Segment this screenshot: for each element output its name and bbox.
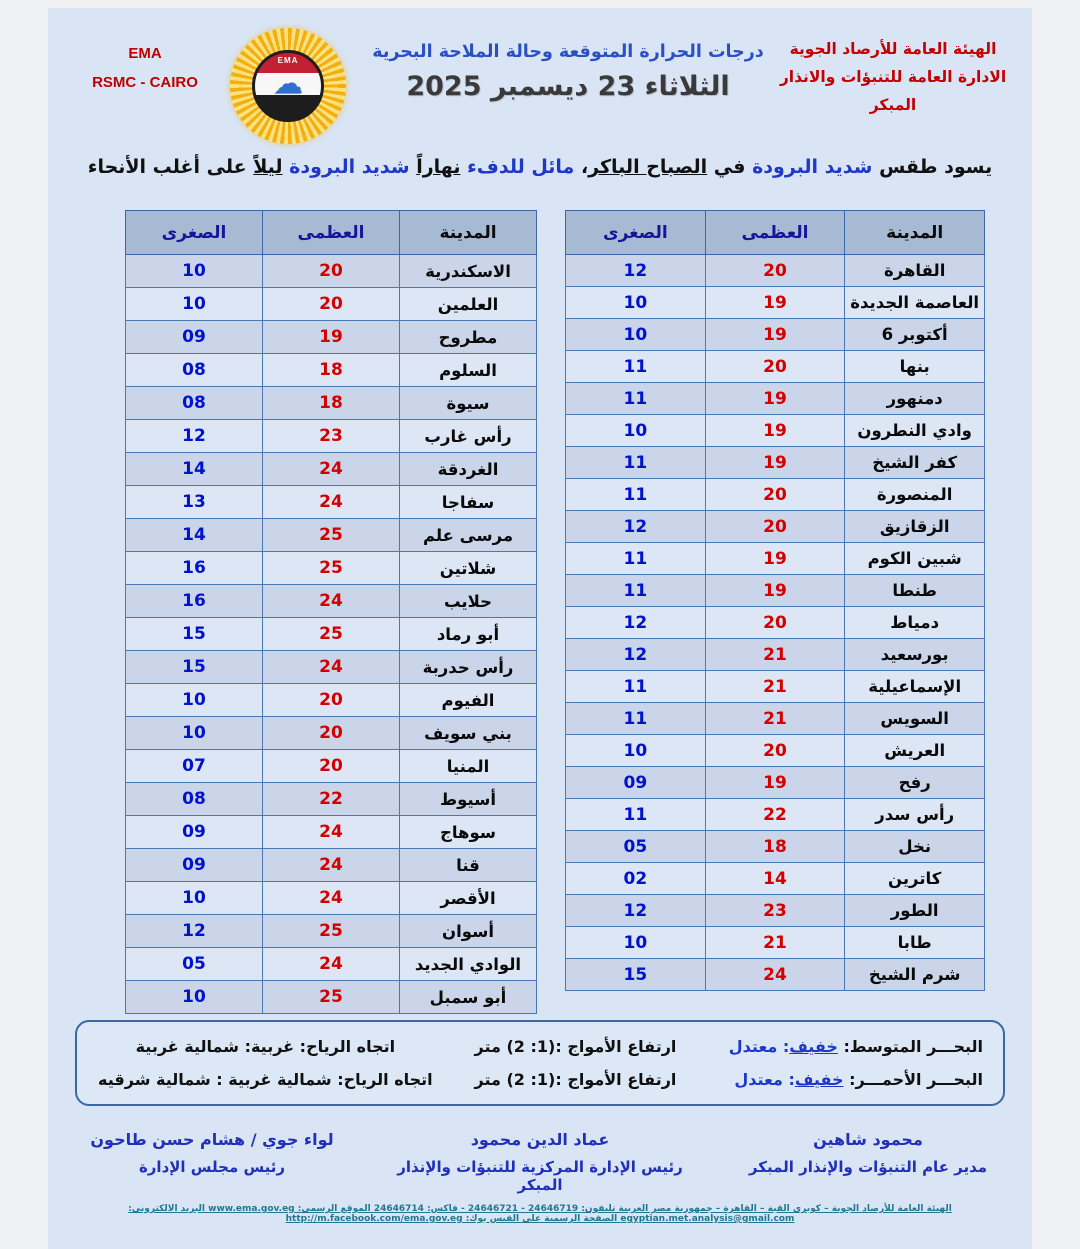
max-temp-cell: 24: [263, 882, 400, 915]
min-temp-cell: 08: [126, 783, 263, 816]
city-cell: رأس غارب: [400, 420, 537, 453]
min-temp-cell: 11: [566, 575, 706, 607]
max-temp-cell: 20: [263, 684, 400, 717]
min-temp-cell: 12: [566, 511, 706, 543]
min-temp-cell: 07: [126, 750, 263, 783]
signature-central-admin-head: عماد الدين محمود رئيس الإدارة المركزية للتنبؤات والإنذار المبكر: [397, 1130, 683, 1194]
subtitle-part: نهاراً: [416, 156, 461, 178]
max-temp-cell: 20: [705, 511, 845, 543]
min-temp-cell: 10: [566, 415, 706, 447]
table-row: [566, 255, 985, 287]
bulletin-document: [48, 8, 1032, 1249]
min-temp-cell: 09: [126, 321, 263, 354]
min-temp-cell: 09: [126, 849, 263, 882]
table-row: [566, 863, 985, 895]
min-temp-cell: 14: [126, 519, 263, 552]
city-cell: طابا: [845, 927, 985, 959]
table-row: [566, 607, 985, 639]
city-cell: أسوان: [400, 915, 537, 948]
max-temp-cell: 20: [263, 288, 400, 321]
table-row: [126, 618, 537, 651]
table-row: [126, 651, 537, 684]
table-row: [126, 519, 537, 552]
max-temp-cell: 19: [705, 287, 845, 319]
table-row: [126, 552, 537, 585]
min-temp-cell: 10: [126, 288, 263, 321]
min-column-header: الصغرى: [566, 211, 706, 255]
max-temp-cell: 19: [705, 767, 845, 799]
city-cell: الزقازيق: [845, 511, 985, 543]
city-cell: طنطا: [845, 575, 985, 607]
city-cell: كفر الشيخ: [845, 447, 985, 479]
min-temp-cell: 12: [126, 915, 263, 948]
city-cell: العلمين: [400, 288, 537, 321]
table-header-row: [566, 211, 985, 255]
facebook-link[interactable]: http://m.facebook.com/ema.gov.eg: [285, 1214, 463, 1224]
table-row: [126, 420, 537, 453]
city-cell: دمياط: [845, 607, 985, 639]
table-row: [126, 717, 537, 750]
table-row: [126, 816, 537, 849]
city-cell: رأس حدربة: [400, 651, 537, 684]
city-cell: بنها: [845, 351, 985, 383]
city-cell: شبين الكوم: [845, 543, 985, 575]
min-temp-cell: 12: [126, 420, 263, 453]
min-temp-cell: 11: [566, 703, 706, 735]
table-row: [566, 703, 985, 735]
min-temp-cell: 15: [126, 651, 263, 684]
footer-address-phone: الهيئة العامة للأرصاد الجوية – كوبرى القبة – القاهرة – جمهورية مصر العربية تليفون: 24646719 - 24646721 - فاكس: 24646714 الموقع الرسمى:: [294, 1204, 952, 1214]
min-temp-cell: 16: [126, 552, 263, 585]
max-temp-cell: 19: [705, 575, 845, 607]
min-temp-cell: 10: [126, 981, 263, 1014]
sea-name: البحـــر الأحمـــر:: [849, 1070, 983, 1089]
table-row: [566, 479, 985, 511]
table-row: [566, 415, 985, 447]
org-name: الهيئة العامة للأرصاد الجوية: [789, 40, 997, 58]
city-cell: المنيا: [400, 750, 537, 783]
max-temp-cell: 20: [705, 351, 845, 383]
min-temp-cell: 10: [566, 927, 706, 959]
max-temp-cell: 24: [263, 585, 400, 618]
city-cell: بني سويف: [400, 717, 537, 750]
table-row: [126, 915, 537, 948]
table-row: [126, 354, 537, 387]
city-cell: دمنهور: [845, 383, 985, 415]
max-temp-cell: 18: [263, 387, 400, 420]
min-temp-cell: 10: [566, 735, 706, 767]
logo-ema-text: EMA: [277, 56, 299, 65]
min-temp-cell: 11: [566, 383, 706, 415]
min-temp-cell: 13: [126, 486, 263, 519]
min-temp-cell: 11: [566, 799, 706, 831]
max-temp-cell: 25: [263, 618, 400, 651]
min-temp-cell: 10: [566, 319, 706, 351]
max-temp-cell: 25: [263, 519, 400, 552]
marine-conditions-box: [75, 1020, 1005, 1106]
min-temp-cell: 12: [566, 639, 706, 671]
city-cell: شلاتين: [400, 552, 537, 585]
min-temp-cell: 10: [126, 882, 263, 915]
max-temp-cell: 19: [705, 543, 845, 575]
table-row: [566, 927, 985, 959]
min-temp-cell: 11: [566, 479, 706, 511]
table-row: [126, 849, 537, 882]
rsmc-cairo-label: RSMC - CAIRO: [92, 73, 198, 91]
table-row: [126, 453, 537, 486]
table-row: [566, 639, 985, 671]
city-column-header: المدينة: [845, 211, 985, 255]
max-temp-cell: 24: [705, 959, 845, 991]
max-temp-cell: 19: [705, 415, 845, 447]
wave-height: ارتفاع الأمواج :(1: 2) متر: [474, 1037, 677, 1056]
max-temp-cell: 19: [263, 321, 400, 354]
signature-director-general: محمود شاهين مدير عام التنبؤات والإنذار المبكر: [748, 1130, 988, 1176]
subtitle-part: يسود طقس: [872, 156, 993, 178]
max-temp-cell: 22: [705, 799, 845, 831]
table-row: [566, 767, 985, 799]
city-cell: أبو سمبل: [400, 981, 537, 1014]
city-column-header: المدينة: [400, 211, 537, 255]
city-cell: الاسكندرية: [400, 255, 537, 288]
max-temp-cell: 25: [263, 981, 400, 1014]
city-cell: الإسماعيلية: [845, 671, 985, 703]
city-cell: الغردقة: [400, 453, 537, 486]
min-temp-cell: 09: [566, 767, 706, 799]
min-temp-cell: 15: [566, 959, 706, 991]
max-temp-cell: 20: [705, 735, 845, 767]
min-temp-cell: 12: [566, 895, 706, 927]
temperature-table-left: [125, 210, 537, 1014]
sea-name-and-state: [717, 1070, 983, 1089]
max-temp-cell: 20: [705, 255, 845, 287]
max-temp-cell: 18: [705, 831, 845, 863]
max-temp-cell: 21: [705, 639, 845, 671]
max-temp-cell: 24: [263, 948, 400, 981]
min-temp-cell: 14: [126, 453, 263, 486]
table-row: [566, 543, 985, 575]
city-cell: مطروح: [400, 321, 537, 354]
max-temp-cell: 23: [263, 420, 400, 453]
table-row: [566, 383, 985, 415]
org-header: [756, 36, 1030, 120]
sea-state: خفيف: معتدل: [728, 1037, 838, 1056]
table-row: [566, 831, 985, 863]
wind-direction: اتجاه الرياح: شمالية غربية : شمالية شرقيه: [98, 1070, 433, 1089]
table-header-row: [126, 211, 537, 255]
city-cell: مرسى علم: [400, 519, 537, 552]
ema-label: EMA: [128, 45, 162, 62]
city-cell: الوادي الجديد: [400, 948, 537, 981]
table-row: [126, 255, 537, 288]
sea-name-and-state: [717, 1037, 983, 1056]
max-temp-cell: 21: [705, 927, 845, 959]
max-temp-cell: 19: [705, 383, 845, 415]
max-temp-cell: 20: [705, 607, 845, 639]
min-temp-cell: 05: [566, 831, 706, 863]
city-cell: أسيوط: [400, 783, 537, 816]
table-row: [566, 287, 985, 319]
min-temp-cell: 11: [566, 351, 706, 383]
mediterranean-row: [97, 1037, 983, 1056]
min-temp-cell: 11: [566, 447, 706, 479]
ema-emblem: [252, 50, 324, 122]
footer-email-label: البريد الالكترونى:: [128, 1204, 209, 1214]
table-row: [566, 735, 985, 767]
cloud-icon: ☁: [273, 66, 303, 102]
table-row: [126, 288, 537, 321]
max-temp-cell: 23: [705, 895, 845, 927]
wind-direction: اتجاه الرياح: غربية: شمالية غربية: [135, 1037, 396, 1056]
signature-board-chairman: لواء جوي / هشام حسن طاحون رئيس مجلس الإدارة: [90, 1130, 334, 1176]
max-temp-cell: 24: [263, 453, 400, 486]
max-temp-cell: 14: [705, 863, 845, 895]
bulletin-date: الثلاثاء 23 ديسمبر 2025: [406, 71, 730, 102]
subtitle-part: في: [707, 156, 753, 178]
max-column-header: العظمى: [705, 211, 845, 255]
table-row: [126, 585, 537, 618]
ema-sun-logo: [230, 28, 346, 144]
signatures: [48, 1130, 1032, 1194]
max-temp-cell: 18: [263, 354, 400, 387]
table-row: [566, 575, 985, 607]
temperature-table-right: [565, 210, 985, 991]
min-temp-cell: 05: [126, 948, 263, 981]
subtitle-part: ،: [574, 156, 589, 178]
table-row: [566, 671, 985, 703]
subtitle-part: على أغلب الأنحاء: [87, 156, 254, 178]
sea-state: خفيف: معتدل: [734, 1070, 844, 1089]
table-row: [126, 981, 537, 1014]
max-temp-cell: 19: [705, 319, 845, 351]
city-cell: سيوة: [400, 387, 537, 420]
min-temp-cell: 09: [126, 816, 263, 849]
min-temp-cell: 12: [566, 607, 706, 639]
max-temp-cell: 20: [263, 717, 400, 750]
max-temp-cell: 21: [705, 671, 845, 703]
city-cell: المنصورة: [845, 479, 985, 511]
table-row: [126, 882, 537, 915]
city-cell: كاترين: [845, 863, 985, 895]
subtitle-part: شديد البرودة: [282, 156, 410, 178]
table-row: [126, 387, 537, 420]
table-row: [126, 684, 537, 717]
min-temp-cell: 11: [566, 671, 706, 703]
city-cell: السويس: [845, 703, 985, 735]
min-temp-cell: 10: [126, 717, 263, 750]
city-cell: الطور: [845, 895, 985, 927]
min-temp-cell: 15: [126, 618, 263, 651]
table-row: [566, 447, 985, 479]
city-cell: الأقصر: [400, 882, 537, 915]
min-temp-cell: 10: [126, 255, 263, 288]
max-temp-cell: 20: [263, 255, 400, 288]
min-temp-cell: 16: [126, 585, 263, 618]
city-cell: أبو رماد: [400, 618, 537, 651]
min-temp-cell: 11: [566, 543, 706, 575]
max-temp-cell: 24: [263, 486, 400, 519]
city-cell: قنا: [400, 849, 537, 882]
min-temp-cell: 08: [126, 354, 263, 387]
city-cell: بورسعيد: [845, 639, 985, 671]
max-temp-cell: 24: [263, 816, 400, 849]
min-column-header: الصغرى: [126, 211, 263, 255]
table-row: [126, 486, 537, 519]
min-temp-cell: 08: [126, 387, 263, 420]
max-column-header: العظمى: [263, 211, 400, 255]
subtitle-part: الصباح الباكر: [588, 156, 708, 178]
email-link[interactable]: egyptian.met.analysis@gmail.com: [620, 1214, 795, 1224]
city-cell: العريش: [845, 735, 985, 767]
city-cell: وادي النطرون: [845, 415, 985, 447]
city-cell: سفاجا: [400, 486, 537, 519]
city-cell: رفح: [845, 767, 985, 799]
red-sea-row: [97, 1070, 983, 1089]
min-temp-cell: 10: [566, 287, 706, 319]
max-temp-cell: 24: [263, 651, 400, 684]
table-row: [566, 895, 985, 927]
city-cell: حلايب: [400, 585, 537, 618]
table-row: [566, 319, 985, 351]
min-temp-cell: 10: [126, 684, 263, 717]
city-cell: السلوم: [400, 354, 537, 387]
max-temp-cell: 20: [705, 479, 845, 511]
table-row: [126, 783, 537, 816]
max-temp-cell: 21: [705, 703, 845, 735]
table-row: [126, 321, 537, 354]
city-cell: الفيوم: [400, 684, 537, 717]
table-row: [566, 799, 985, 831]
min-temp-cell: 12: [566, 255, 706, 287]
org-department: الادارة العامة للتنبؤات والانذار المبكر: [779, 67, 1007, 114]
ema-rsmc-label: [75, 40, 215, 97]
table-row: [126, 948, 537, 981]
footer-facebook-label: الصفحة الرسمية على الفيس بوك:: [462, 1214, 621, 1224]
max-temp-cell: 19: [705, 447, 845, 479]
table-row: [566, 511, 985, 543]
max-temp-cell: 25: [263, 552, 400, 585]
subtitle-part: شديد البرودة: [752, 156, 873, 178]
max-temp-cell: 22: [263, 783, 400, 816]
max-temp-cell: 25: [263, 915, 400, 948]
table-row: [566, 959, 985, 991]
city-cell: 6 أكتوبر: [845, 319, 985, 351]
table-row: [566, 351, 985, 383]
max-temp-cell: 20: [263, 750, 400, 783]
city-cell: العاصمة الجديدة: [845, 287, 985, 319]
weather-summary: [48, 156, 1032, 178]
title-block: [368, 42, 768, 102]
city-cell: نخل: [845, 831, 985, 863]
subtitle-part: ليلاً: [253, 156, 283, 178]
min-temp-cell: 02: [566, 863, 706, 895]
sea-name: البحـــر المتوسط:: [843, 1037, 983, 1056]
footer-contact-line: [48, 1204, 1032, 1224]
wave-height: ارتفاع الأمواج :(1: 2) متر: [474, 1070, 677, 1089]
city-cell: القاهرة: [845, 255, 985, 287]
website-link[interactable]: www.ema.gov.eg: [208, 1204, 295, 1214]
city-cell: سوهاج: [400, 816, 537, 849]
city-cell: شرم الشيخ: [845, 959, 985, 991]
max-temp-cell: 24: [263, 849, 400, 882]
table-row: [126, 750, 537, 783]
city-cell: رأس سدر: [845, 799, 985, 831]
page-title: درجات الحرارة المتوقعة وحالة الملاحة البحرية: [372, 42, 764, 62]
subtitle-part: مائل للدفء: [460, 156, 575, 178]
